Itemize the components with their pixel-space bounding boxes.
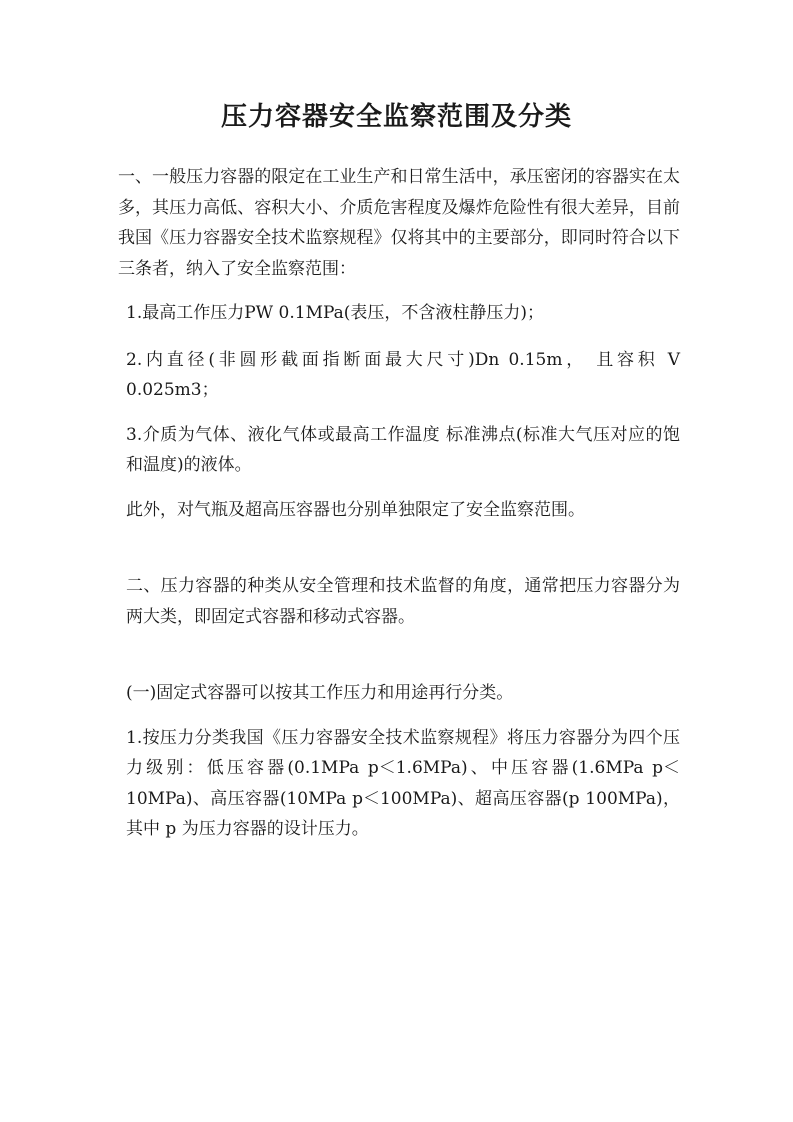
paragraph-scope-intro: 一、一般压力容器的限定在工业生产和日常生活中，承压密闭的容器实在太多，其压力高低、容积大小、介质危害程度及爆炸危险性有很大差异，目前我国《压力容器安全技术监察规程》仅将其中的主要部分，即同时符合以下三条者，纳入了安全监察范围： [118, 167, 680, 279]
paragraph-special-scope: 此外，对气瓶及超高压容器也分别单独限定了安全监察范围。 [126, 499, 585, 520]
paragraph-pressure-classes: 1.按压力分类我国《压力容器安全技术监察规程》将压力容器分为四个压力级别：低压容器(0.1MPa p＜1.6MPa)、中压容器(1.6MPa p＜10MPa)、高压容器(10MPa p＜100MPa)、超高压容器(p 100MPa)，其中 p 为压力容器的设计压力。 [126, 727, 680, 839]
paragraph-fixed-containers: (一)固定式容器可以按其工作压力和用途再行分类。 [126, 683, 514, 703]
paragraph-gap [118, 329, 680, 345]
paragraph-gap [118, 284, 680, 298]
paragraph-gap [118, 525, 680, 571]
paragraph-gap [118, 406, 680, 420]
document-title: 压力容器安全监察范围及分类 [220, 102, 572, 132]
paragraph-gap [118, 481, 680, 495]
paragraph-condition-2: 2.内直径(非圆形截面指断面最大尺寸)Dn 0.15m， 且容积 V 0.025m3； [126, 349, 680, 400]
document-body [118, 162, 680, 845]
paragraph-gap [118, 709, 680, 723]
paragraph-condition-1: 1.最高工作压力PW 0.1MPa(表压，不含液柱静压力)； [126, 303, 545, 323]
paragraph-gap [118, 632, 680, 678]
paragraph-types-intro: 二、压力容器的种类从安全管理和技术监督的角度，通常把压力容器分为两大类，即固定式容器和移动式容器。 [126, 576, 680, 627]
paragraph-condition-3: 3.介质为气体、液化气体或最高工作温度 标准沸点(标准大气压对应的饱和温度)的液体。 [126, 424, 680, 475]
